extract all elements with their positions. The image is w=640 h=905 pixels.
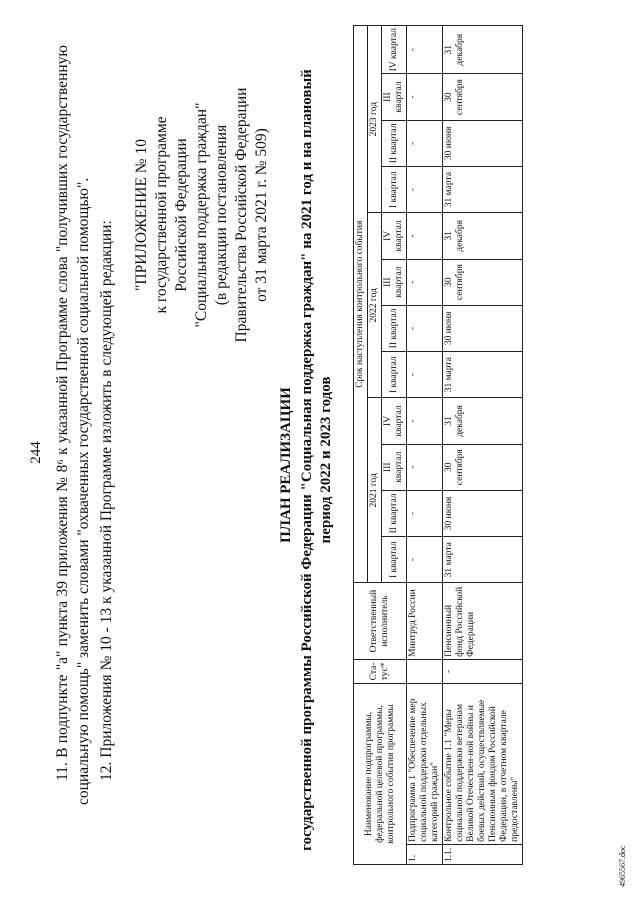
row-date: - xyxy=(407,259,443,305)
row-date: 31 декабря xyxy=(443,26,523,74)
header-quarter: II квартал xyxy=(382,490,407,536)
header-term: Срок наступления контрольного события xyxy=(354,26,368,583)
appendix-line: (в редакции постановления xyxy=(213,124,230,306)
row-executor: Минтруд России xyxy=(407,583,443,659)
page-number: 244 xyxy=(28,441,44,464)
row-executor: Пенсионный фонд Российской Федерации xyxy=(443,583,523,659)
header-quarter: I квартал xyxy=(382,166,407,212)
header-quarter: II квартал xyxy=(382,305,407,351)
row-date: 31 марта xyxy=(443,352,523,398)
row-date: - xyxy=(407,490,443,536)
plan-table xyxy=(353,25,523,865)
row-date: 31 декабря xyxy=(443,213,523,259)
doc-id: 4965567.doc xyxy=(618,845,627,887)
row-date: - xyxy=(407,166,443,212)
appendix-line: Российской Федерации xyxy=(173,138,190,292)
header-year: 2022 год xyxy=(368,213,382,398)
row-date: - xyxy=(407,398,443,444)
header-quarter: III квартал xyxy=(382,74,407,120)
row-date: - xyxy=(407,74,443,120)
row-date: - xyxy=(407,352,443,398)
row-name: Контрольное событие 1.1 "Меры социальной поддержки ветеранам Великой Отечествен-ной войны и боевых действий, осуществляемые Пенсионным фондом Российской Федерации, в отчетном квартале предоставлены" xyxy=(443,683,523,844)
row-date: 30 июня xyxy=(443,120,523,166)
row-date: 30 июня xyxy=(443,305,523,351)
row-date: 30 сентября xyxy=(443,74,523,120)
row-number: 1.1. xyxy=(443,844,523,864)
header-status: Ста-тус* xyxy=(354,659,407,683)
header-quarter: III квартал xyxy=(382,444,407,490)
header-quarter: IV квартал xyxy=(382,26,407,74)
plan-subtitle: государственной программы Российской Федерации "Социальная поддержка граждан" на 2021 год и на плановый период 2022 и 2023 годов xyxy=(299,69,334,851)
appendix-line: "ПРИЛОЖЕНИЕ № 10 xyxy=(133,139,150,291)
header-year: 2021 год xyxy=(368,398,382,583)
row-date: 30 сентября xyxy=(443,259,523,305)
amendment-paragraph-12: 12. Приложения № 10 - 13 к указанной Программе изложить в следующей редакции: xyxy=(98,220,115,781)
row-date: 30 сентября xyxy=(443,444,523,490)
header-quarter: IV квартал xyxy=(382,398,407,444)
header-quarter: I квартал xyxy=(382,537,407,583)
header-quarter: IV квартал xyxy=(382,213,407,259)
row-date: - xyxy=(407,537,443,583)
row-name: Подпрограмма 1 "Обеспечение мер социальной поддержки отдельных категорий граждан" xyxy=(407,683,443,844)
appendix-header xyxy=(132,65,272,365)
header-year: 2023 год xyxy=(368,26,382,213)
appendix-line: Правительства Российской Федерации xyxy=(233,87,250,343)
row-date: - xyxy=(407,26,443,74)
appendix-line: к государственной программе xyxy=(153,116,170,314)
row-date: - xyxy=(407,305,443,351)
row-number: 1. xyxy=(407,844,443,864)
header-quarter: I квартал xyxy=(382,352,407,398)
row-date: - xyxy=(407,213,443,259)
row-date: - xyxy=(407,444,443,490)
header-executor: Ответственный исполнитель xyxy=(354,583,407,659)
row-date: 31 марта xyxy=(443,537,523,583)
row-date: 30 июня xyxy=(443,490,523,536)
appendix-line: от 31 марта 2021 г. № 509) xyxy=(253,128,270,302)
header-name: Наименование подпрограммы, федеральной целевой программы, контрольного события программы xyxy=(354,683,407,864)
amendment-paragraph-11: 11. В подпункте "а" пункта 39 приложения № 8⁶ к указанной Программе слова "получивших государственную социальную помощь" заменить словами "охваченных государственной социальной помощью". xyxy=(54,45,92,805)
table-row xyxy=(443,26,523,865)
header-quarter: III квартал xyxy=(382,259,407,305)
row-date: 31 марта xyxy=(443,166,523,212)
row-date: 31 декабря xyxy=(443,398,523,444)
header-quarter: II квартал xyxy=(382,120,407,166)
plan-title: ПЛАН РЕАЛИЗАЦИИ xyxy=(278,387,294,543)
row-date: - xyxy=(407,120,443,166)
row-status xyxy=(407,659,443,683)
header-row-term xyxy=(354,26,368,865)
table-row xyxy=(407,26,443,865)
row-status: - xyxy=(443,659,523,683)
appendix-line: "Социальная поддержка граждан" xyxy=(193,102,210,328)
